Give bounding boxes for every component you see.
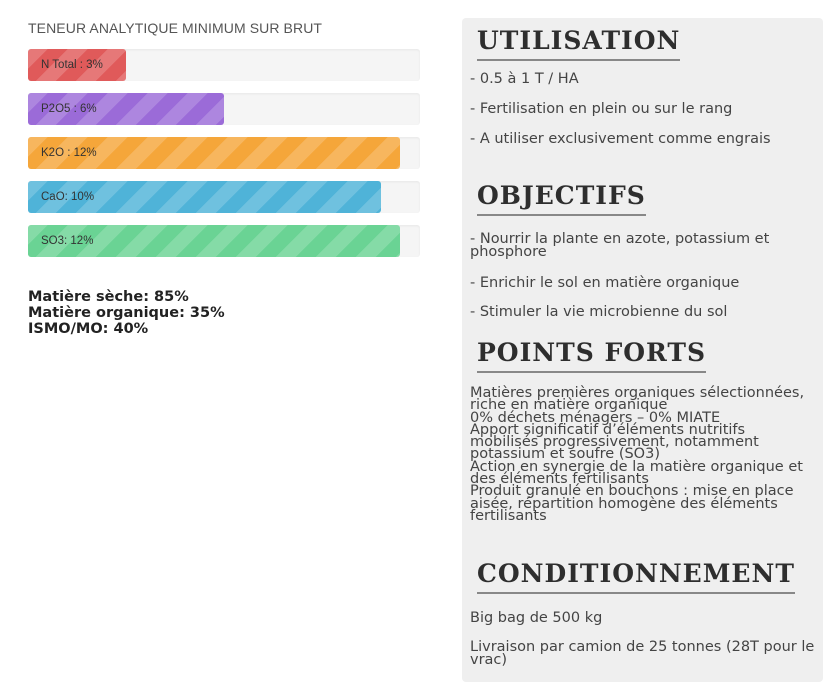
- bar-label: N Total : 3%: [41, 59, 103, 71]
- points-forts-line: Produit granulé en bouchons : mise en place aisée, répartition homogène des éléments fertilisants: [470, 483, 794, 524]
- analysis-panel: [28, 18, 420, 337]
- stats-block: [28, 289, 420, 337]
- utilisation-title: UTILISATION: [477, 26, 680, 61]
- section-objectifs: [477, 181, 813, 216]
- points-forts-line: Matières premières organiques sélectionnées, riche en matière organique: [470, 385, 805, 414]
- bar-label: CaO: 10%: [41, 191, 95, 203]
- stat-matiere-organique: Matière organique: 35%: [28, 305, 225, 321]
- points-forts-text: [470, 387, 813, 522]
- info-panel: [462, 18, 823, 682]
- utilisation-item: - Fertilisation en plein ou sur le rang: [470, 101, 733, 117]
- points-forts-line: Action en synergie de la matière organique et des éléments fertilisants: [470, 458, 803, 488]
- points-forts-line: Apport significatif d’éléments nutritifs mobilisés progressivement, notamment potassium et soufre (SO3): [470, 421, 759, 463]
- section-points-forts: [477, 338, 813, 373]
- stat-ismo-mo: ISMO/MO: 40%: [28, 321, 149, 337]
- objectifs-item: - Nourrir la plante en azote, potassium et phosphore: [470, 231, 770, 260]
- bar-so3: [28, 225, 420, 257]
- stat-matiere-seche: Matière sèche: 85%: [28, 289, 189, 305]
- objectifs-title: OBJECTIFS: [477, 181, 646, 216]
- bar-label: SO3: 12%: [41, 235, 94, 247]
- objectifs-item: - Enrichir le sol en matière organique: [470, 275, 740, 291]
- objectifs-item: - Stimuler la vie microbienne du sol: [470, 304, 728, 320]
- bar-n-total: [28, 49, 420, 81]
- section-conditionnement: [477, 559, 813, 594]
- utilisation-item: - A utiliser exclusivement comme engrais: [470, 131, 771, 147]
- bar-cao: [28, 181, 420, 213]
- bar-label: P2O5 : 6%: [41, 103, 97, 115]
- conditionnement-title: CONDITIONNEMENT: [477, 559, 795, 594]
- bar-label: K2O : 12%: [41, 147, 97, 159]
- utilisation-item: - 0.5 à 1 T / HA: [470, 71, 579, 87]
- bar-k2o: [28, 137, 420, 169]
- bar-p2o5: [28, 93, 420, 125]
- points-forts-title: POINTS FORTS: [477, 338, 706, 373]
- analysis-title: TENEUR ANALYTIQUE MINIMUM SUR BRUT: [28, 20, 323, 36]
- section-utilisation: [477, 26, 813, 61]
- conditionnement-item: Big bag de 500 kg: [470, 610, 603, 626]
- conditionnement-item: Livraison par camion de 25 tonnes (28T pour le vrac): [470, 639, 815, 668]
- points-forts-line: 0% déchets ménagers – 0% MIATE: [470, 409, 721, 426]
